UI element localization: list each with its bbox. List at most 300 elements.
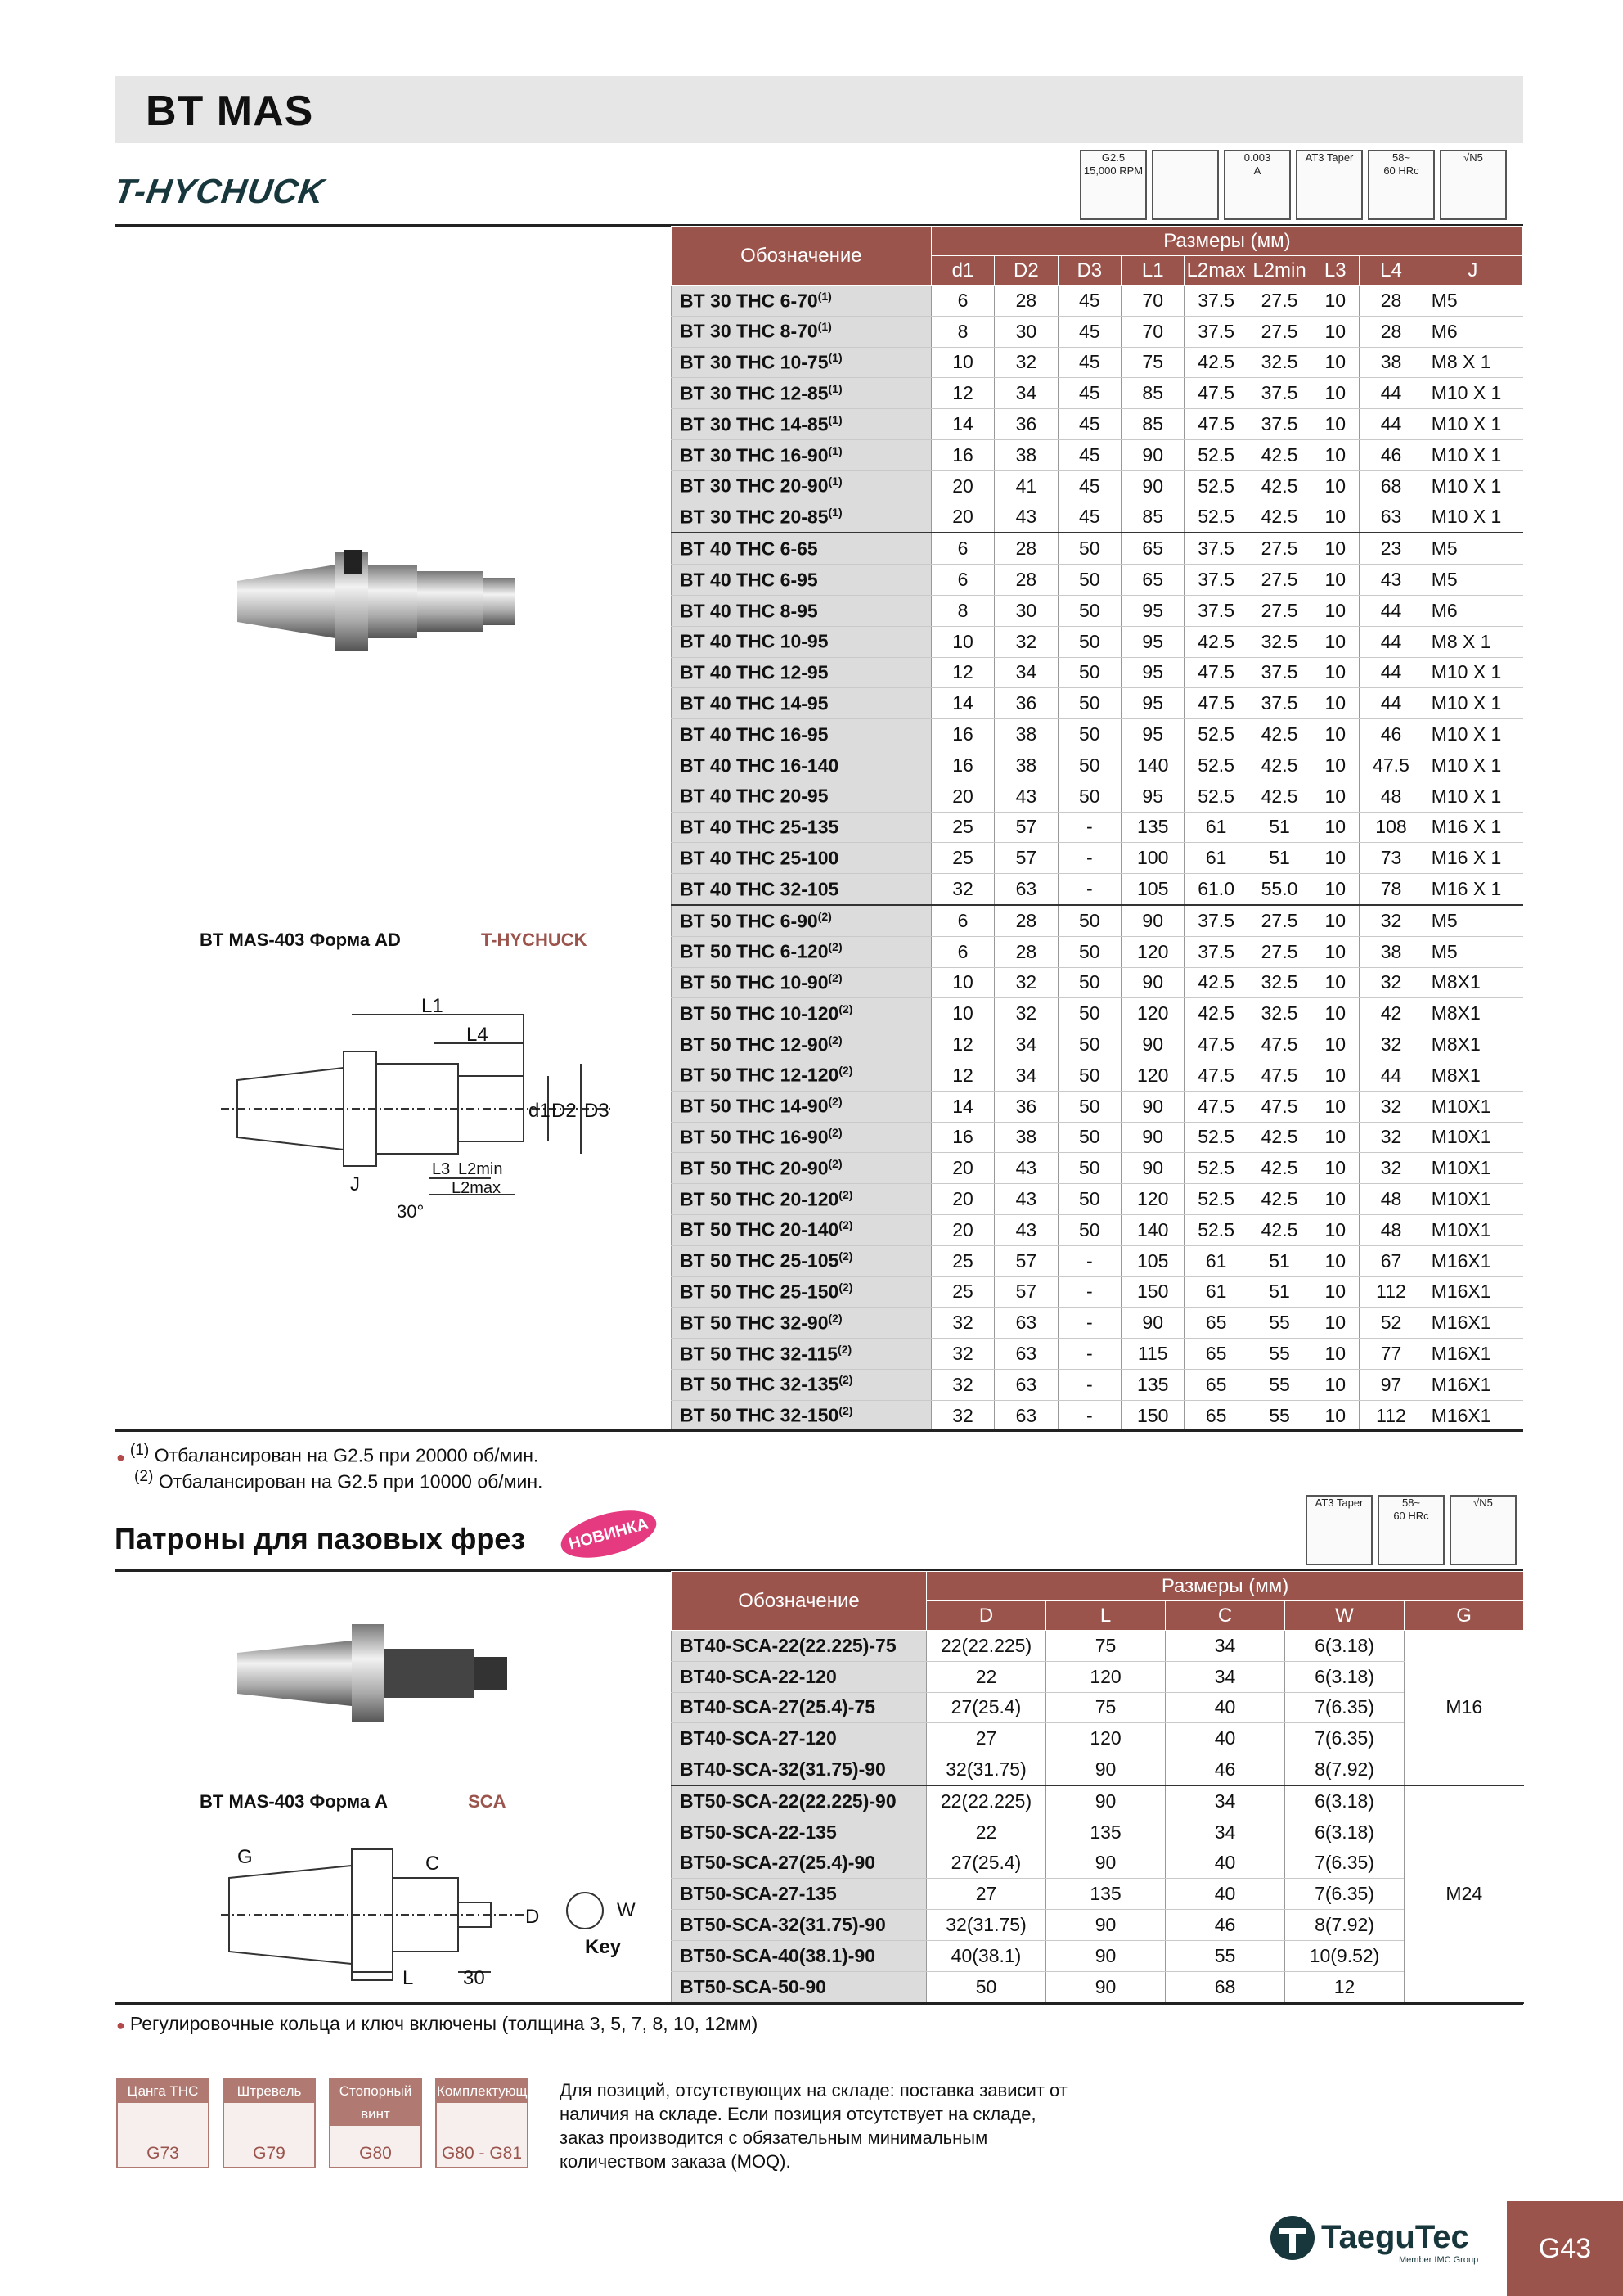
table-row — [672, 316, 1523, 347]
value-cell: 10 — [1311, 967, 1360, 998]
value-cell: - — [1058, 1339, 1121, 1370]
logo-subtitle: Member IMC Group — [1399, 2255, 1479, 2265]
value-cell: 10(9.52) — [1285, 1940, 1405, 1971]
value-cell: 57 — [995, 843, 1058, 874]
value-cell: 63 — [995, 1400, 1058, 1431]
value-cell: 10 — [1311, 286, 1360, 317]
value-cell: 34 — [995, 378, 1058, 409]
value-cell: 16 — [931, 750, 994, 781]
value-cell: 50 — [1058, 1214, 1121, 1245]
value-cell: 10 — [1311, 1029, 1360, 1060]
designation-cell: BT 30 THC 8-70$^{(1)}$ — [672, 316, 932, 347]
value-cell: 61 — [1185, 1245, 1248, 1276]
value-cell: 67 — [1360, 1245, 1423, 1276]
value-cell: 95 — [1122, 595, 1185, 626]
designation-cell: BT 30 THC 12-85$^{(1)}$ — [672, 378, 932, 409]
value-cell: 32 — [1360, 905, 1423, 936]
value-cell: M6 — [1423, 316, 1522, 347]
value-cell: 78 — [1360, 874, 1423, 905]
value-cell: 44 — [1360, 409, 1423, 440]
value-cell: 46 — [1166, 1754, 1285, 1785]
value-cell: 10 — [1311, 936, 1360, 967]
xref-card[interactable] — [116, 2078, 209, 2168]
value-cell: 61 — [1185, 812, 1248, 843]
value-cell: 10 — [931, 967, 994, 998]
value-cell: 14 — [931, 688, 994, 719]
value-cell: 10 — [1311, 502, 1360, 533]
value-cell: 65 — [1185, 1339, 1248, 1370]
value-cell: 14 — [931, 409, 994, 440]
value-cell: 55 — [1248, 1308, 1311, 1339]
value-cell: M5 — [1423, 286, 1522, 317]
value-cell: - — [1058, 1400, 1121, 1431]
value-cell: 20 — [931, 1214, 994, 1245]
value-cell: 42.5 — [1248, 719, 1311, 750]
value-cell: 45 — [1058, 378, 1121, 409]
value-cell: 20 — [931, 502, 994, 533]
value-cell: 52.5 — [1185, 1122, 1248, 1153]
value-cell: 6(3.18) — [1285, 1785, 1405, 1817]
value-cell: 10 — [1311, 470, 1360, 502]
designation-cell: BT 50 THC 32-90$^{(2)}$ — [672, 1308, 932, 1339]
xref-card[interactable] — [329, 2078, 422, 2168]
value-cell: 40 — [1166, 1692, 1285, 1723]
value-cell: 90 — [1122, 439, 1185, 470]
value-cell: 55 — [1248, 1400, 1311, 1431]
value-cell: 10 — [1311, 1245, 1360, 1276]
value-cell: 65 — [1185, 1308, 1248, 1339]
product-photo-thc — [229, 532, 524, 671]
value-cell: 10 — [1311, 626, 1360, 657]
value-cell: 42.5 — [1248, 470, 1311, 502]
dim-L2max: L2max — [452, 1179, 501, 1197]
value-cell: 85 — [1122, 409, 1185, 440]
designation-cell: BT 50 THC 25-105$^{(2)}$ — [672, 1245, 932, 1276]
value-cell: 10 — [931, 626, 994, 657]
value-cell: 37.5 — [1248, 688, 1311, 719]
value-cell: 6(3.18) — [1285, 1817, 1405, 1848]
value-cell: 10 — [1311, 1308, 1360, 1339]
value-cell: 47.5 — [1248, 1091, 1311, 1122]
table-row — [672, 565, 1523, 596]
value-cell: M10 X 1 — [1423, 719, 1522, 750]
designation-cell: BT50-SCA-50-90 — [672, 1971, 927, 2002]
table-row — [672, 347, 1523, 378]
value-cell: 10 — [1311, 565, 1360, 596]
value-cell: 63 — [995, 1308, 1058, 1339]
value-cell: 32 — [931, 1400, 994, 1431]
value-cell: 28 — [995, 936, 1058, 967]
value-cell: 95 — [1122, 719, 1185, 750]
designation-cell: BT 50 THC 32-150$^{(2)}$ — [672, 1400, 932, 1431]
value-cell: 34 — [1166, 1785, 1285, 1817]
designation-cell: BT 50 THC 6-90$^{(2)}$ — [672, 905, 932, 936]
table-row — [672, 1184, 1523, 1215]
value-cell: 44 — [1360, 1060, 1423, 1091]
value-cell: 22(22.225) — [927, 1631, 1046, 1662]
table-row — [672, 1308, 1523, 1339]
value-cell: 28 — [1360, 286, 1423, 317]
value-cell: 37.5 — [1185, 936, 1248, 967]
col-header-l2max: L2max — [1185, 256, 1248, 286]
value-cell: 52.5 — [1185, 1184, 1248, 1215]
value-cell: 36 — [995, 409, 1058, 440]
divider — [115, 2002, 1523, 2005]
value-cell: 12 — [931, 378, 994, 409]
value-cell: 50 — [1058, 998, 1121, 1029]
value-cell: 105 — [1122, 1245, 1185, 1276]
table-row — [672, 1848, 1524, 1879]
value-cell: 25 — [931, 843, 994, 874]
value-cell: M10X1 — [1423, 1214, 1522, 1245]
value-cell: 90 — [1122, 470, 1185, 502]
table-row — [672, 1785, 1524, 1817]
value-cell: 8(7.92) — [1285, 1754, 1405, 1785]
table-row — [672, 1817, 1524, 1848]
value-cell: 50 — [1058, 1153, 1121, 1184]
designation-cell: BT50-SCA-22-135 — [672, 1817, 927, 1848]
value-cell: 10 — [1311, 843, 1360, 874]
xref-card[interactable] — [435, 2078, 543, 2168]
dim-d1: d1 — [528, 1100, 551, 1122]
taper-icon: AT3 Taper — [1296, 150, 1363, 220]
value-cell: 10 — [1311, 316, 1360, 347]
col-header-l4: L4 — [1360, 256, 1423, 286]
value-cell: M5 — [1423, 533, 1522, 564]
xref-label: Штревель — [224, 2080, 314, 2103]
designation-cell: BT 50 THC 32-135$^{(2)}$ — [672, 1369, 932, 1400]
col-header-g: G — [1405, 1601, 1524, 1631]
table-row — [672, 470, 1523, 502]
value-cell: 50 — [1058, 967, 1121, 998]
value-cell: 55 — [1248, 1339, 1311, 1370]
value-cell: 12 — [931, 657, 994, 688]
value-cell: 50 — [1058, 719, 1121, 750]
header-band — [115, 76, 1523, 143]
value-cell: 27.5 — [1248, 936, 1311, 967]
value-cell: M10 X 1 — [1423, 688, 1522, 719]
value-cell: 46 — [1360, 719, 1423, 750]
value-cell: 120 — [1122, 1184, 1185, 1215]
footnote-2: $^{(2)}$ Отбалансирован на G2.5 при 10000 об/мин. — [134, 1468, 543, 1492]
table-row — [672, 657, 1523, 688]
value-cell: 27 — [927, 1879, 1046, 1910]
table-row — [672, 1153, 1523, 1184]
value-cell: 57 — [995, 1245, 1058, 1276]
value-cell: 47.5 — [1248, 1029, 1311, 1060]
value-cell: 63 — [995, 1339, 1058, 1370]
value-cell: 10 — [1311, 874, 1360, 905]
value-cell: 10 — [1311, 439, 1360, 470]
designation-cell: BT50-SCA-32(31.75)-90 — [672, 1910, 927, 1941]
value-cell: 47.5 — [1185, 1091, 1248, 1122]
value-cell: 43 — [995, 502, 1058, 533]
value-cell: 34 — [995, 657, 1058, 688]
value-cell: 38 — [995, 750, 1058, 781]
designation-cell: BT 40 THC 8-95 — [672, 595, 932, 626]
value-cell: 65 — [1185, 1369, 1248, 1400]
value-cell: 38 — [995, 1122, 1058, 1153]
value-cell: - — [1058, 1245, 1121, 1276]
col-header-d2: D2 — [995, 256, 1058, 286]
value-cell: 34 — [1166, 1631, 1285, 1662]
value-cell: 42.5 — [1248, 1184, 1311, 1215]
value-cell: 37.5 — [1248, 409, 1311, 440]
dim-G: G — [237, 1846, 253, 1868]
hardness-icon: 58~ 60 HRc — [1368, 150, 1435, 220]
value-cell: M16 X 1 — [1423, 843, 1522, 874]
value-cell: 50 — [1058, 565, 1121, 596]
value-cell: 37.5 — [1185, 595, 1248, 626]
value-cell: M10 X 1 — [1423, 657, 1522, 688]
value-cell: 44 — [1360, 688, 1423, 719]
value-cell: M10X1 — [1423, 1122, 1522, 1153]
value-cell: M5 — [1423, 565, 1522, 596]
value-cell: 42.5 — [1185, 998, 1248, 1029]
value-cell: 8 — [931, 595, 994, 626]
designation-cell: BT 40 THC 25-135 — [672, 812, 932, 843]
designation-cell: BT50-SCA-27(25.4)-90 — [672, 1848, 927, 1879]
value-cell: 50 — [1058, 657, 1121, 688]
value-cell: 46 — [1166, 1910, 1285, 1941]
designation-cell: BT 50 THC 12-90$^{(2)}$ — [672, 1029, 932, 1060]
col-header-l2min: L2min — [1248, 256, 1311, 286]
col-header-dimensions: Размеры (мм) — [931, 227, 1522, 256]
table-row — [672, 439, 1523, 470]
col-header-w: W — [1285, 1601, 1405, 1631]
value-cell: 135 — [1122, 812, 1185, 843]
designation-cell: BT 40 THC 6-65 — [672, 533, 932, 564]
value-cell: 52.5 — [1185, 719, 1248, 750]
value-cell: 42.5 — [1248, 502, 1311, 533]
value-cell: 32(31.75) — [927, 1910, 1046, 1941]
value-cell: 20 — [931, 1153, 994, 1184]
value-cell: 40 — [1166, 1879, 1285, 1910]
value-cell: 112 — [1360, 1400, 1423, 1431]
value-cell: 27.5 — [1248, 286, 1311, 317]
value-cell: 65 — [1122, 533, 1185, 564]
value-cell: 32.5 — [1248, 967, 1311, 998]
value-cell: 47.5 — [1248, 1060, 1311, 1091]
value-cell: 43 — [995, 781, 1058, 812]
value-cell: M16X1 — [1423, 1276, 1522, 1308]
value-cell: 32 — [995, 626, 1058, 657]
value-cell: M8 X 1 — [1423, 626, 1522, 657]
value-cell: 38 — [1360, 347, 1423, 378]
value-cell: M16 X 1 — [1423, 812, 1522, 843]
value-cell: 45 — [1058, 502, 1121, 533]
xref-card[interactable] — [223, 2078, 316, 2168]
value-cell: 90 — [1122, 1153, 1185, 1184]
value-cell: 34 — [995, 1029, 1058, 1060]
value-cell: M10 X 1 — [1423, 409, 1522, 440]
value-cell: M10X1 — [1423, 1184, 1522, 1215]
table-row — [672, 1214, 1523, 1245]
value-cell: - — [1058, 874, 1121, 905]
value-cell: 38 — [995, 439, 1058, 470]
value-cell: 52.5 — [1185, 1153, 1248, 1184]
value-cell: 6(3.18) — [1285, 1661, 1405, 1692]
value-cell: M10X1 — [1423, 1091, 1522, 1122]
value-cell: 90 — [1122, 905, 1185, 936]
table-row — [672, 874, 1523, 905]
value-cell: 63 — [1360, 502, 1423, 533]
value-cell: 105 — [1122, 874, 1185, 905]
value-cell: 30 — [995, 316, 1058, 347]
designation-cell: BT40-SCA-22(22.225)-75 — [672, 1631, 927, 1662]
value-cell: 32(31.75) — [927, 1754, 1046, 1785]
value-cell: M10X1 — [1423, 1153, 1522, 1184]
dim-C: C — [425, 1853, 440, 1875]
value-cell: 10 — [1311, 595, 1360, 626]
value-cell: 75 — [1122, 347, 1185, 378]
table-row — [672, 626, 1523, 657]
value-cell: 32 — [931, 1339, 994, 1370]
table-row — [672, 719, 1523, 750]
designation-cell: BT 40 THC 6-95 — [672, 565, 932, 596]
table-row — [672, 1723, 1524, 1754]
designation-cell: BT 40 THC 32-105 — [672, 874, 932, 905]
value-cell: 8 — [931, 316, 994, 347]
value-cell: M5 — [1423, 936, 1522, 967]
value-cell: 16 — [931, 1122, 994, 1153]
value-cell: 90 — [1122, 1122, 1185, 1153]
dim-L3: L3 — [432, 1160, 451, 1178]
table-row — [672, 1661, 1524, 1692]
taper-icon: AT3 Taper — [1306, 1495, 1373, 1565]
table-row — [672, 1692, 1524, 1723]
value-cell: M10 X 1 — [1423, 781, 1522, 812]
designation-cell: BT50-SCA-27-135 — [672, 1879, 927, 1910]
value-cell: 32.5 — [1248, 626, 1311, 657]
table-row — [672, 1245, 1523, 1276]
value-cell: M16X1 — [1423, 1339, 1522, 1370]
designation-cell: BT 30 THC 10-75$^{(1)}$ — [672, 347, 932, 378]
table-row — [672, 1940, 1524, 1971]
value-cell: 44 — [1360, 626, 1423, 657]
value-cell: 10 — [1311, 719, 1360, 750]
table-row — [672, 409, 1523, 440]
key-label: Key — [585, 1936, 622, 1958]
value-cell: 10 — [1311, 533, 1360, 564]
value-cell: 95 — [1122, 657, 1185, 688]
value-cell: 42.5 — [1248, 781, 1311, 812]
value-cell: 6 — [931, 286, 994, 317]
value-cell: - — [1058, 1369, 1121, 1400]
product-photo-sca — [229, 1616, 524, 1731]
value-cell: 48 — [1360, 781, 1423, 812]
value-cell: - — [1058, 1308, 1121, 1339]
dim-30: 30 — [463, 1967, 485, 1988]
designation-cell: BT 30 THC 14-85$^{(1)}$ — [672, 409, 932, 440]
value-cell: 37.5 — [1185, 905, 1248, 936]
value-cell: 52.5 — [1185, 439, 1248, 470]
table-row — [672, 533, 1523, 564]
value-cell: 14 — [931, 1091, 994, 1122]
value-cell: 16 — [931, 719, 994, 750]
value-cell: 10 — [1311, 1400, 1360, 1431]
value-cell: 43 — [995, 1153, 1058, 1184]
value-cell: 37.5 — [1248, 378, 1311, 409]
designation-cell: BT40-SCA-32(31.75)-90 — [672, 1754, 927, 1785]
value-cell: 50 — [1058, 1184, 1121, 1215]
designation-cell: BT 40 THC 14-95 — [672, 688, 932, 719]
value-cell: 48 — [1360, 1184, 1423, 1215]
value-cell: 70 — [1122, 286, 1185, 317]
value-cell: 6 — [931, 936, 994, 967]
value-cell: 73 — [1360, 843, 1423, 874]
value-cell: 48 — [1360, 1214, 1423, 1245]
value-cell: 27.5 — [1248, 595, 1311, 626]
designation-cell: BT 30 THC 16-90$^{(1)}$ — [672, 439, 932, 470]
value-cell: 90 — [1046, 1848, 1166, 1879]
value-cell: 20 — [931, 1184, 994, 1215]
designation-cell: BT 40 THC 16-95 — [672, 719, 932, 750]
value-cell: 75 — [1046, 1631, 1166, 1662]
col-header-l1: L1 — [1122, 256, 1185, 286]
value-cell: 115 — [1122, 1339, 1185, 1370]
value-cell: 28 — [995, 565, 1058, 596]
value-cell: M16X1 — [1423, 1308, 1522, 1339]
value-cell: M10 X 1 — [1423, 470, 1522, 502]
value-cell: 12 — [1285, 1971, 1405, 2002]
table-row — [672, 1879, 1524, 1910]
thread-g-cell: M24 — [1405, 1785, 1524, 2003]
table-row — [672, 1276, 1523, 1308]
table-row — [672, 1971, 1524, 2002]
value-cell: 140 — [1122, 750, 1185, 781]
value-cell: 42.5 — [1248, 750, 1311, 781]
value-cell: 44 — [1360, 595, 1423, 626]
value-cell: 90 — [1046, 1754, 1166, 1785]
value-cell: 42.5 — [1248, 1214, 1311, 1245]
value-cell: 10 — [1311, 1122, 1360, 1153]
value-cell: 50 — [1058, 1091, 1121, 1122]
value-cell: 32 — [1360, 1091, 1423, 1122]
value-cell: M6 — [1423, 595, 1522, 626]
value-cell: 38 — [995, 719, 1058, 750]
designation-cell: BT 40 THC 12-95 — [672, 657, 932, 688]
dim-D: D — [525, 1906, 540, 1928]
table-row — [672, 1400, 1523, 1431]
value-cell: 65 — [1122, 565, 1185, 596]
value-cell: 42.5 — [1248, 439, 1311, 470]
page-number: G43 — [1507, 2201, 1623, 2296]
table-row — [672, 1910, 1524, 1941]
value-cell: 7(6.35) — [1285, 1692, 1405, 1723]
value-cell: 42.5 — [1185, 967, 1248, 998]
value-cell: 135 — [1046, 1879, 1166, 1910]
value-cell: 37.5 — [1185, 565, 1248, 596]
value-cell: 32.5 — [1248, 347, 1311, 378]
spec-table-thc — [671, 226, 1523, 1432]
value-cell: 6 — [931, 565, 994, 596]
col-header-designation: Обозначение — [672, 227, 932, 286]
value-cell: 6 — [931, 905, 994, 936]
designation-cell: BT40-SCA-22-120 — [672, 1661, 927, 1692]
designation-cell: BT40-SCA-27-120 — [672, 1723, 927, 1754]
value-cell: 43 — [1360, 565, 1423, 596]
table-row — [672, 750, 1523, 781]
value-cell: 47.5 — [1185, 1060, 1248, 1091]
value-cell: 57 — [995, 812, 1058, 843]
dim-L1: L1 — [421, 998, 443, 1017]
value-cell: 50 — [1058, 688, 1121, 719]
value-cell: M16X1 — [1423, 1369, 1522, 1400]
designation-cell: BT 30 THC 20-90$^{(1)}$ — [672, 470, 932, 502]
dim-J: J — [350, 1173, 360, 1195]
balance-icon: G2.5 15,000 RPM — [1080, 150, 1147, 220]
